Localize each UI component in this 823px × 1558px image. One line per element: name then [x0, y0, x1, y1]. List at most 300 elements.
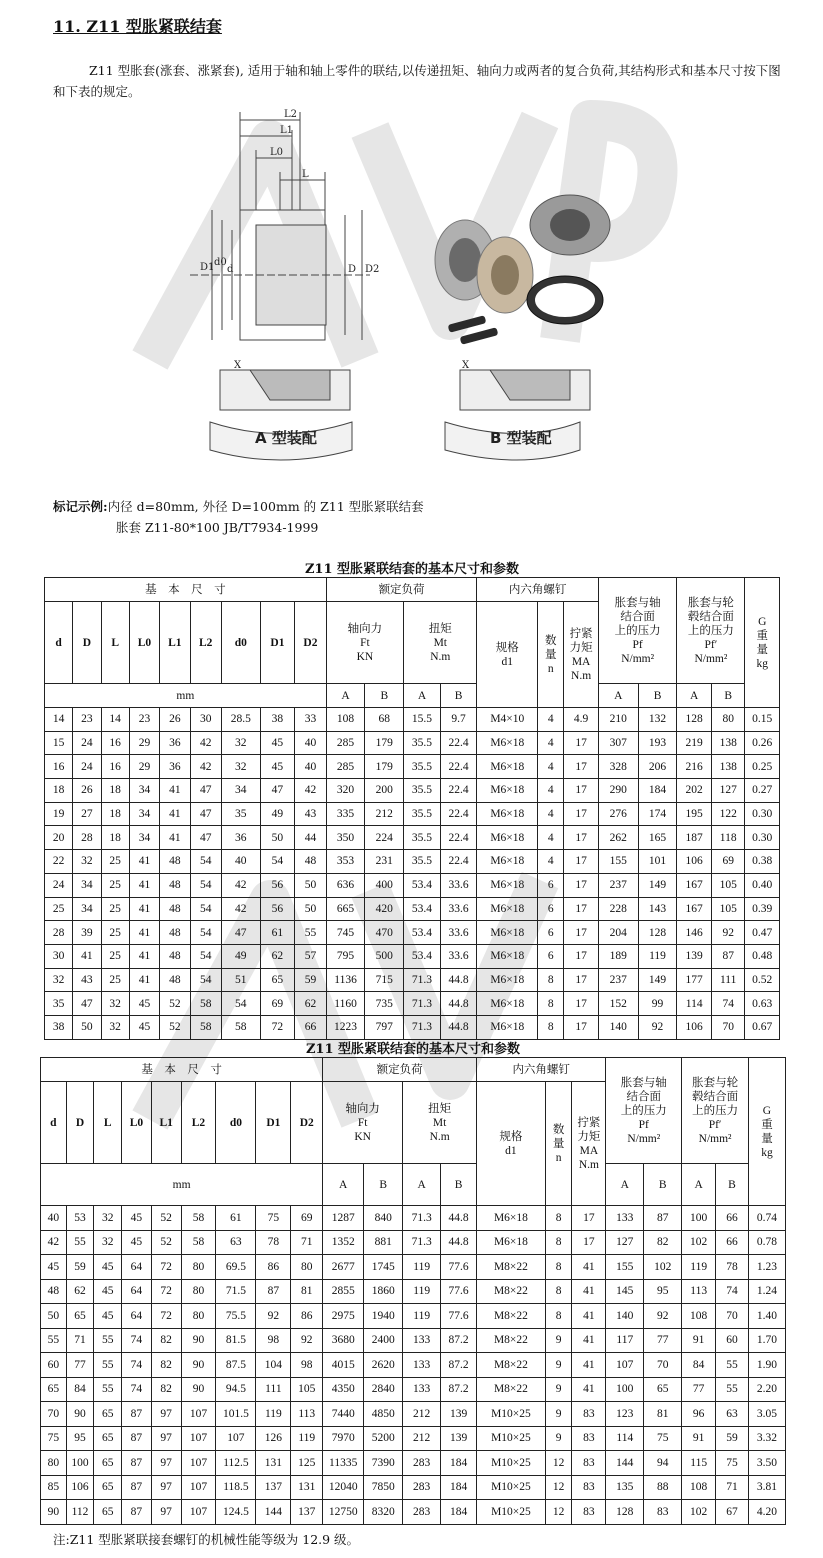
table-cell: 25 — [101, 897, 129, 921]
table-cell: 63 — [716, 1402, 749, 1427]
table-cell: 47 — [190, 779, 221, 803]
table-cell: 83 — [572, 1500, 606, 1525]
table-cell: M6×18 — [477, 755, 538, 779]
table-cell: 43 — [73, 968, 101, 992]
table-cell: 26 — [73, 779, 101, 803]
table-cell: 69 — [291, 1206, 323, 1231]
table-cell: 2840 — [364, 1377, 403, 1402]
table-cell: 104 — [256, 1353, 291, 1378]
qty-header — [538, 602, 564, 708]
table-cell: 4 — [538, 755, 564, 779]
table-cell: 55 — [41, 1328, 67, 1353]
marking-example — [53, 496, 424, 538]
torque-line: 扭矩 — [428, 1102, 452, 1115]
table-cell: 65 — [94, 1500, 122, 1525]
table-cell: 228 — [598, 897, 638, 921]
table-cell: 80 — [181, 1279, 216, 1304]
table-cell: M10×25 — [477, 1426, 546, 1451]
table1-caption: Z11 型胀紧联结套的基本尺寸和参数 — [304, 562, 520, 577]
table-cell: 17 — [564, 826, 599, 850]
table-cell: 72 — [151, 1255, 181, 1280]
table-cell: 0.39 — [745, 897, 780, 921]
table-cell: 12750 — [323, 1500, 364, 1525]
table-cell: 17 — [564, 1015, 599, 1039]
table-row — [45, 1015, 780, 1039]
table-cell: 48 — [295, 850, 326, 874]
table-cell: 50 — [260, 826, 295, 850]
qty-line: n — [555, 1151, 562, 1164]
axial-force-header — [326, 602, 403, 684]
table-cell: 0.47 — [745, 921, 780, 945]
table-cell: 155 — [606, 1255, 644, 1280]
table-cell: 0.38 — [745, 850, 780, 874]
table-cell: 80 — [181, 1304, 216, 1329]
table-cell: 77 — [682, 1377, 716, 1402]
table-cell: 0.74 — [748, 1206, 785, 1231]
table-cell: 202 — [677, 779, 712, 803]
table-cell: 75 — [41, 1426, 67, 1451]
table-cell: 400 — [365, 873, 404, 897]
table-cell: 15 — [45, 731, 73, 755]
table-row — [41, 1500, 786, 1525]
table-cell: 66 — [295, 1015, 326, 1039]
tighten-line: 拧紧 — [577, 1116, 601, 1129]
dim-D: D — [348, 264, 357, 275]
example-line2: 胀套 Z11-80*100 JB/T7934-1999 — [116, 520, 319, 535]
table-cell: 41 — [572, 1304, 606, 1329]
table-cell: 212 — [365, 802, 404, 826]
table-cell: 184 — [441, 1451, 477, 1476]
table-cell: 65 — [94, 1475, 122, 1500]
table-cell: 1.40 — [748, 1304, 785, 1329]
table-cell: 97 — [151, 1402, 181, 1427]
table-cell: M6×18 — [477, 992, 538, 1016]
table-cell: 71 — [66, 1328, 94, 1353]
table-cell: 45 — [122, 1230, 152, 1255]
table-cell: 64 — [122, 1304, 152, 1329]
table-cell: 65 — [66, 1304, 94, 1329]
table-cell: 44.8 — [440, 992, 477, 1016]
table-cell: 231 — [365, 850, 404, 874]
table-cell: 34 — [129, 779, 159, 803]
table-cell: 87 — [122, 1402, 152, 1427]
table-cell: 45 — [260, 731, 295, 755]
table-cell: 77 — [644, 1328, 682, 1353]
table-cell: 80 — [711, 708, 745, 732]
table-cell: 0.52 — [745, 968, 780, 992]
qty-header — [545, 1082, 572, 1206]
table-cell: 92 — [291, 1328, 323, 1353]
table-cell: 75 — [716, 1451, 749, 1476]
table-cell: 137 — [256, 1475, 291, 1500]
table-row — [41, 1255, 786, 1280]
table-cell: 131 — [291, 1475, 323, 1500]
table-cell: 32 — [45, 968, 73, 992]
table-cell: 66 — [716, 1206, 749, 1231]
table-cell: M4×10 — [477, 708, 538, 732]
table-cell: 74 — [711, 992, 745, 1016]
tighten-torque-header — [572, 1082, 606, 1206]
table-cell: 12 — [545, 1451, 572, 1476]
table-cell: 283 — [403, 1500, 441, 1525]
table-cell: 1136 — [326, 968, 365, 992]
table-cell: 9 — [545, 1328, 572, 1353]
table-cell: 57 — [295, 944, 326, 968]
table-cell: 50 — [295, 897, 326, 921]
table-cell: 17 — [564, 779, 599, 803]
table-cell: 65 — [41, 1377, 67, 1402]
axial-line: 轴向力 — [347, 622, 383, 635]
table-cell: 2.20 — [748, 1377, 785, 1402]
table-cell: 86 — [291, 1304, 323, 1329]
spec-line: 规格 — [499, 1130, 523, 1143]
table-cell: 28 — [45, 921, 73, 945]
table-cell: 840 — [364, 1206, 403, 1231]
table-cell: 87.5 — [216, 1353, 256, 1378]
table-cell: 155 — [598, 850, 638, 874]
table-cell: 56 — [260, 873, 295, 897]
col-header-l1: L1 — [160, 602, 190, 684]
table-cell: 14 — [101, 708, 129, 732]
dim-L1: L1 — [280, 125, 294, 136]
table-cell: 87 — [644, 1206, 682, 1231]
table-cell: 97 — [151, 1500, 181, 1525]
screw-header: 内六角螺钉 — [477, 1058, 606, 1082]
table-cell: 113 — [291, 1402, 323, 1427]
basic-dims-header: 基 本 尺 寸 — [45, 578, 327, 602]
table-cell: 45 — [94, 1279, 122, 1304]
table-cell: 4 — [538, 708, 564, 732]
table-cell: 88 — [644, 1475, 682, 1500]
table-cell: 54 — [221, 992, 260, 1016]
table-cell: 95 — [644, 1279, 682, 1304]
table-cell: 9 — [545, 1353, 572, 1378]
table-cell: 9.7 — [440, 708, 477, 732]
hub-pressure-header — [677, 578, 745, 684]
table-cell: 18 — [45, 779, 73, 803]
table-cell: 92 — [644, 1304, 682, 1329]
table-cell: 87 — [122, 1426, 152, 1451]
col-header-l0: L0 — [122, 1082, 152, 1164]
table-cell: 75 — [644, 1426, 682, 1451]
table-cell: 97 — [151, 1426, 181, 1451]
rated-load-header: 额定负荷 — [323, 1058, 477, 1082]
table-cell: 105 — [291, 1377, 323, 1402]
table-cell: 22.4 — [440, 731, 477, 755]
table-cell: 118.5 — [216, 1475, 256, 1500]
table-cell: 167 — [677, 873, 712, 897]
table-cell: 138 — [711, 731, 745, 755]
table-cell: 1.23 — [748, 1255, 785, 1280]
table-cell: 0.40 — [745, 873, 780, 897]
mm-unit-header: mm — [45, 684, 327, 708]
table-cell: 113 — [682, 1279, 716, 1304]
table-cell: 41 — [129, 968, 159, 992]
table-cell: 8 — [538, 1015, 564, 1039]
table-cell: 1.70 — [748, 1328, 785, 1353]
table-cell: 41 — [572, 1279, 606, 1304]
table-cell: 12 — [545, 1500, 572, 1525]
table-cell: 420 — [365, 897, 404, 921]
table-row — [45, 731, 780, 755]
table-cell: 45 — [94, 1255, 122, 1280]
x-label-a: X — [234, 360, 242, 371]
shaft-pressure-line: N/mm² — [627, 1132, 661, 1145]
table-cell: 78 — [716, 1255, 749, 1280]
table-cell: 114 — [677, 992, 712, 1016]
table-cell: 114 — [606, 1426, 644, 1451]
table-cell: 91 — [682, 1426, 716, 1451]
table-cell: 139 — [677, 944, 712, 968]
table-row — [45, 850, 780, 874]
table-cell: 32 — [221, 755, 260, 779]
dim-D1: D1 — [200, 262, 215, 273]
table-cell: 6 — [538, 921, 564, 945]
table-cell: 206 — [638, 755, 677, 779]
tighten-line: N.m — [578, 1158, 599, 1171]
table-cell: 108 — [682, 1475, 716, 1500]
table-cell: 83 — [572, 1426, 606, 1451]
table-cell: 128 — [677, 708, 712, 732]
table-cell: 119 — [256, 1402, 291, 1427]
table-cell: M6×18 — [477, 944, 538, 968]
table-cell: 285 — [326, 755, 365, 779]
table-cell: 41 — [73, 944, 101, 968]
table-cell: 4350 — [323, 1377, 364, 1402]
table-cell: 6 — [538, 944, 564, 968]
screw-header: 内六角螺钉 — [477, 578, 598, 602]
table-cell: 45 — [41, 1255, 67, 1280]
table-cell: 83 — [572, 1451, 606, 1476]
table-cell: 0.48 — [745, 944, 780, 968]
col-header-d: d — [41, 1082, 67, 1164]
pressure-type-b: B — [716, 1164, 749, 1206]
table-cell: 17 — [564, 897, 599, 921]
table-cell: 193 — [638, 731, 677, 755]
table-cell: M8×22 — [477, 1255, 546, 1280]
table-cell: 119 — [403, 1255, 441, 1280]
table-cell: 105 — [711, 897, 745, 921]
table-cell: 54 — [190, 850, 221, 874]
table-cell: 0.15 — [745, 708, 780, 732]
table-row — [41, 1377, 786, 1402]
table-cell: 112.5 — [216, 1451, 256, 1476]
table-cell: 52 — [160, 1015, 190, 1039]
table-row — [41, 1279, 786, 1304]
dim-L2: L2 — [284, 109, 298, 120]
table-cell: 123 — [606, 1402, 644, 1427]
example-label: 标记示例: — [53, 499, 108, 514]
table-cell: 106 — [677, 850, 712, 874]
table-cell: 262 — [598, 826, 638, 850]
table-cell: 35.5 — [404, 850, 441, 874]
table-cell: 82 — [644, 1230, 682, 1255]
table-cell: 41 — [160, 802, 190, 826]
table-cell: 307 — [598, 731, 638, 755]
shaft-pressure-line: Pf — [632, 638, 643, 651]
table-cell: 41 — [129, 921, 159, 945]
table-cell: 3680 — [323, 1328, 364, 1353]
table-cell: 42 — [190, 755, 221, 779]
footnote: 注:Z11 型胀紧联接套螺钉的机械性能等级为 12.9 级。 — [53, 1532, 360, 1547]
table-cell: 144 — [606, 1451, 644, 1476]
table-row — [41, 1304, 786, 1329]
table-cell: 56 — [260, 897, 295, 921]
table-cell: 112 — [66, 1500, 94, 1525]
table-cell: M6×18 — [477, 850, 538, 874]
table-cell: 128 — [638, 921, 677, 945]
col-header-l: L — [101, 602, 129, 684]
table-row — [41, 1451, 786, 1476]
table-cell: 65 — [94, 1426, 122, 1451]
col-header-l1: L1 — [151, 1082, 181, 1164]
table-cell: 12040 — [323, 1475, 364, 1500]
table-cell: 77.6 — [441, 1304, 477, 1329]
tighten-line: MA — [571, 655, 591, 668]
table-cell: 81 — [644, 1402, 682, 1427]
table-cell: 795 — [326, 944, 365, 968]
table-cell: 41 — [572, 1328, 606, 1353]
table-cell: 47 — [73, 992, 101, 1016]
table-row — [41, 1328, 786, 1353]
table-cell: 54 — [190, 897, 221, 921]
table-cell: 40 — [221, 850, 260, 874]
table-cell: 133 — [606, 1206, 644, 1231]
table-cell: 82 — [151, 1328, 181, 1353]
table-cell: 1.24 — [748, 1279, 785, 1304]
table-cell: 18 — [101, 802, 129, 826]
table-cell: 30 — [190, 708, 221, 732]
table-cell: 97 — [151, 1451, 181, 1476]
table-cell: 146 — [677, 921, 712, 945]
tighten-line: 力矩 — [577, 1130, 601, 1143]
shaft-pressure-line: Pf — [638, 1118, 649, 1131]
table-cell: 17 — [564, 944, 599, 968]
table-cell: 41 — [572, 1255, 606, 1280]
table-cell: 0.30 — [745, 826, 780, 850]
table-cell: 55 — [94, 1353, 122, 1378]
table-cell: M6×18 — [477, 1230, 546, 1255]
table-cell: 177 — [677, 968, 712, 992]
table-cell: 9 — [545, 1426, 572, 1451]
table-row — [41, 1426, 786, 1451]
table-cell: 24 — [73, 731, 101, 755]
table-cell: 133 — [403, 1353, 441, 1378]
table-cell: 144 — [256, 1500, 291, 1525]
table-cell: 39 — [73, 921, 101, 945]
load-type-b: B — [364, 1164, 403, 1206]
table-cell: 131 — [256, 1451, 291, 1476]
table-cell: M6×18 — [477, 897, 538, 921]
table-cell: 65 — [260, 968, 295, 992]
table-cell: 665 — [326, 897, 365, 921]
table-cell: 47 — [260, 779, 295, 803]
axial-line: Ft — [357, 1116, 368, 1129]
table-cell: 70 — [644, 1353, 682, 1378]
table-cell: 0.25 — [745, 755, 780, 779]
product-photo — [435, 195, 610, 345]
table-cell: 42 — [221, 873, 260, 897]
table-cell: M6×18 — [477, 1206, 546, 1231]
table-cell: M6×18 — [477, 802, 538, 826]
load-type-b: B — [365, 684, 404, 708]
table-cell: 87 — [122, 1500, 152, 1525]
table-cell: 36 — [221, 826, 260, 850]
table-cell: 17 — [564, 992, 599, 1016]
table-cell: 14 — [45, 708, 73, 732]
table-cell: 1352 — [323, 1230, 364, 1255]
pressure-type-b: B — [644, 1164, 682, 1206]
table-cell: 9 — [545, 1377, 572, 1402]
table2-caption: Z11 型胀紧联结套的基本尺寸和参数 — [305, 1042, 521, 1057]
table-cell: 179 — [365, 755, 404, 779]
table-cell: 94.5 — [216, 1377, 256, 1402]
table-cell: 107 — [181, 1402, 216, 1427]
table-cell: 184 — [441, 1475, 477, 1500]
table-cell: 184 — [441, 1500, 477, 1525]
hub-pressure-line: 毂结合面 — [692, 1090, 739, 1103]
table-cell: 100 — [682, 1206, 716, 1231]
table-cell: 34 — [129, 802, 159, 826]
table-cell: 119 — [291, 1426, 323, 1451]
table-row — [41, 1230, 786, 1255]
col-header-d0: d0 — [221, 602, 260, 684]
table-cell: 17 — [572, 1206, 606, 1231]
table-cell: 107 — [181, 1500, 216, 1525]
torque-line: N.m — [429, 1130, 450, 1143]
table-cell: 71.3 — [404, 1015, 441, 1039]
table-cell: M6×18 — [477, 731, 538, 755]
table-cell: 2620 — [364, 1353, 403, 1378]
table-cell: 237 — [598, 873, 638, 897]
table-cell: 17 — [564, 968, 599, 992]
assembly-b-label: B 型装配 — [490, 429, 552, 447]
table-cell: 42 — [221, 897, 260, 921]
table-cell: M10×25 — [477, 1500, 546, 1525]
table-cell: 140 — [606, 1304, 644, 1329]
table-cell: 119 — [682, 1255, 716, 1280]
shaft-pressure-line: N/mm² — [621, 652, 655, 665]
table-cell: 28.5 — [221, 708, 260, 732]
col-header-d: d — [45, 602, 73, 684]
table-cell: 92 — [638, 1015, 677, 1039]
tighten-torque-header — [564, 602, 599, 708]
table-row — [45, 944, 780, 968]
table-cell: 50 — [41, 1304, 67, 1329]
dim-d: d — [227, 264, 234, 275]
weight-line: G — [762, 1104, 772, 1117]
table-cell: 97 — [151, 1475, 181, 1500]
table-cell: 143 — [638, 897, 677, 921]
table-cell: 75.5 — [216, 1304, 256, 1329]
dim-L: L — [302, 169, 309, 180]
table-cell: 18 — [101, 779, 129, 803]
table-cell: 83 — [572, 1402, 606, 1427]
torque-line: Mt — [433, 636, 447, 649]
table-cell: 53.4 — [404, 944, 441, 968]
shaft-pressure-line: 结合面 — [620, 610, 655, 623]
table-cell: 43 — [295, 802, 326, 826]
qty-line: 量 — [544, 648, 557, 661]
table-cell: 189 — [598, 944, 638, 968]
table-cell: 90 — [181, 1328, 216, 1353]
table-cell: 138 — [711, 755, 745, 779]
table-cell: 126 — [256, 1426, 291, 1451]
table-cell: 320 — [326, 779, 365, 803]
col-header-d2: D2 — [291, 1082, 323, 1164]
table-cell: 96 — [682, 1402, 716, 1427]
table-cell: 11335 — [323, 1451, 364, 1476]
